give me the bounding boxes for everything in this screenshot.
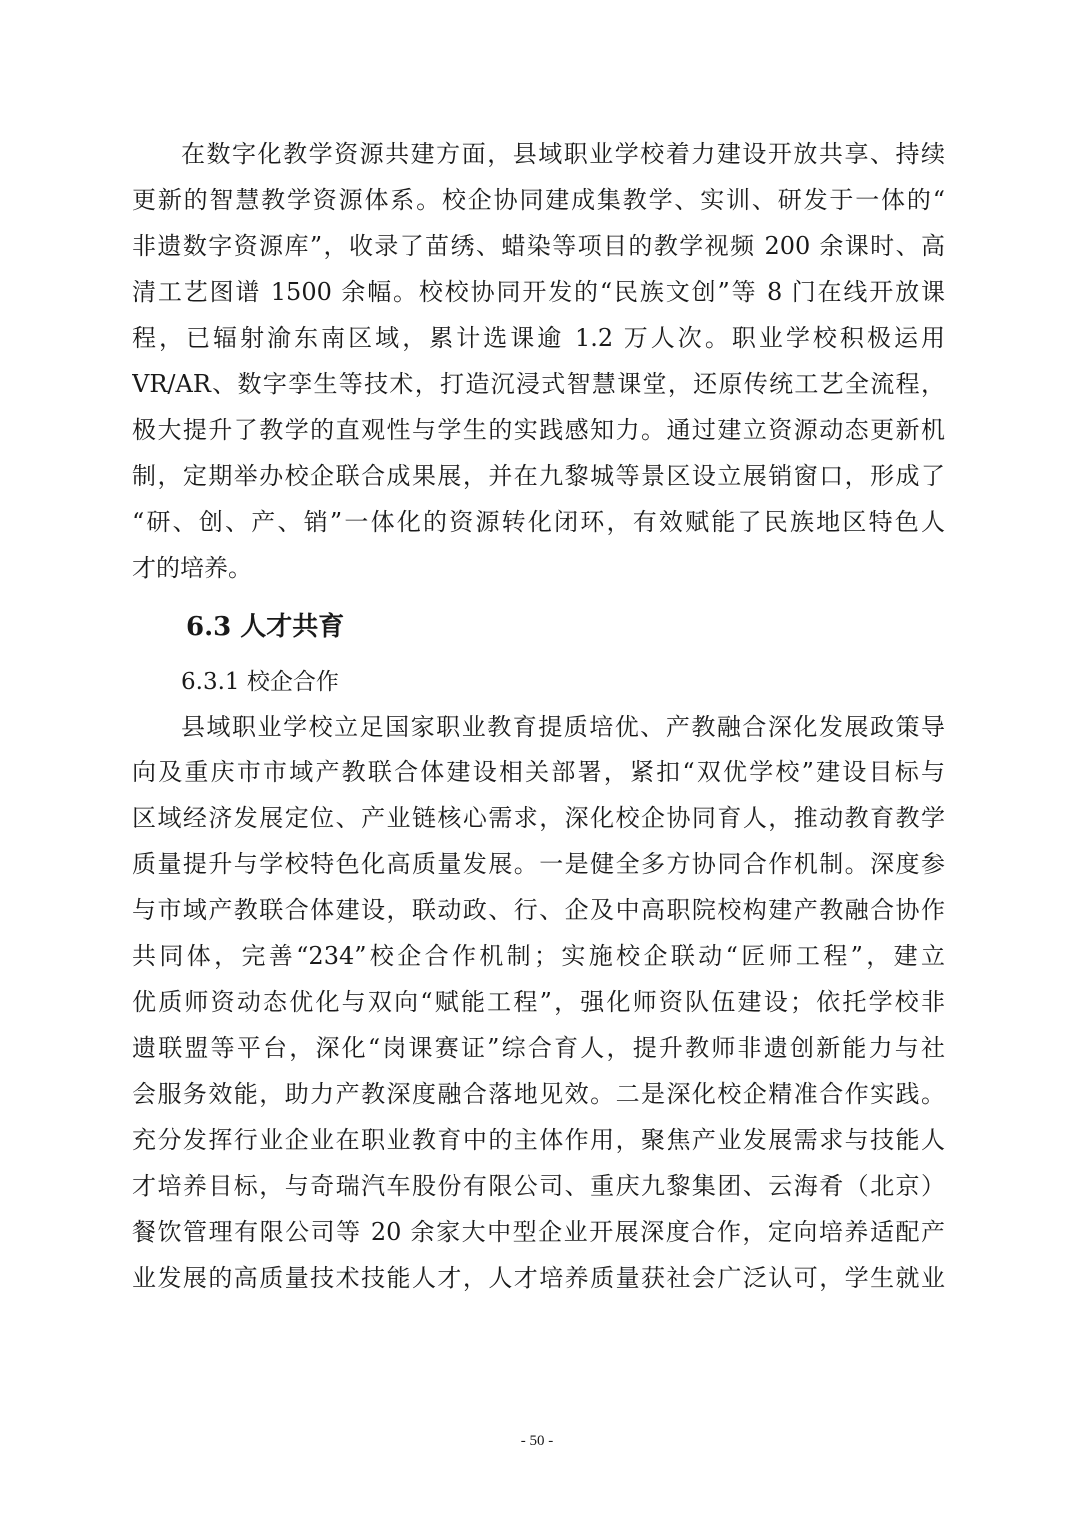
text-line: 更新的智慧教学资源体系。校企协同建成集教学、实训、研发于一体的“ xyxy=(132,186,945,214)
text-line: 充分发挥行业企业在职业教育中的主体作用，聚焦产业发展需求与技能人 xyxy=(132,1126,945,1154)
text-line: 与市域产教联合体建设，联动政、行、企及中高职院校构建产教融合协作 xyxy=(132,896,945,924)
text-line: VR/AR、数字孪生等技术，打造沉浸式智慧课堂，还原传统工艺全流程， xyxy=(132,370,945,398)
text-line: 遗联盟等平台，深化“岗课赛证”综合育人，提升教师非遗创新能力与社 xyxy=(132,1034,945,1062)
text-line: 程，已辐射渝东南区域，累计选课逾 1.2 万人次。职业学校积极运用 xyxy=(132,324,945,352)
section-heading: 6.3 人才共育 xyxy=(186,612,345,642)
text-line: 县域职业学校立足国家职业教育提质培优、产教融合深化发展政策导 xyxy=(181,713,945,741)
text-line: 共同体，完善“234”校企合作机制；实施校企联动“匠师工程”，建立 xyxy=(132,942,945,970)
text-line: 才的培养。 xyxy=(132,554,252,582)
text-line: 在数字化教学资源共建方面，县域职业学校着力建设开放共享、持续 xyxy=(181,140,945,168)
text-line: 清工艺图谱 1500 余幅。校校协同开发的“民族文创”等 8 门在线开放课 xyxy=(132,278,945,306)
subsection-heading: 6.3.1 校企合作 xyxy=(181,669,339,695)
text-line: 质量提升与学校特色化高质量发展。一是健全多方协同合作机制。深度参 xyxy=(132,850,945,878)
text-line: “研、创、产、销”一体化的资源转化闭环，有效赋能了民族地区特色人 xyxy=(132,508,945,536)
text-line: 制，定期举办校企联合成果展，并在九黎城等景区设立展销窗口，形成了 xyxy=(132,462,945,490)
text-line: 业发展的高质量技术技能人才，人才培养质量获社会广泛认可，学生就业 xyxy=(132,1264,945,1292)
page-number: - 50 - xyxy=(520,1433,554,1449)
text-line: 区域经济发展定位、产业链核心需求，深化校企协同育人，推动教育教学 xyxy=(132,804,945,832)
text-line: 才培养目标，与奇瑞汽车股份有限公司、重庆九黎集团、云海肴（北京） xyxy=(132,1172,945,1200)
text-line: 会服务效能，助力产教深度融合落地见效。二是深化校企精准合作实践。 xyxy=(132,1080,945,1108)
text-line: 极大提升了教学的直观性与学生的实践感知力。通过建立资源动态更新机 xyxy=(132,416,945,444)
text-line: 餐饮管理有限公司等 20 余家大中型企业开展深度合作，定向培养适配产 xyxy=(132,1218,945,1246)
text-line: 向及重庆市市域产教联合体建设相关部署，紧扣“双优学校”建设目标与 xyxy=(132,758,945,786)
text-line: 优质师资动态优化与双向“赋能工程”，强化师资队伍建设；依托学校非 xyxy=(132,988,945,1016)
text-line: 非遗数字资源库”，收录了苗绣、蜡染等项目的教学视频 200 余课时、高 xyxy=(132,232,945,260)
